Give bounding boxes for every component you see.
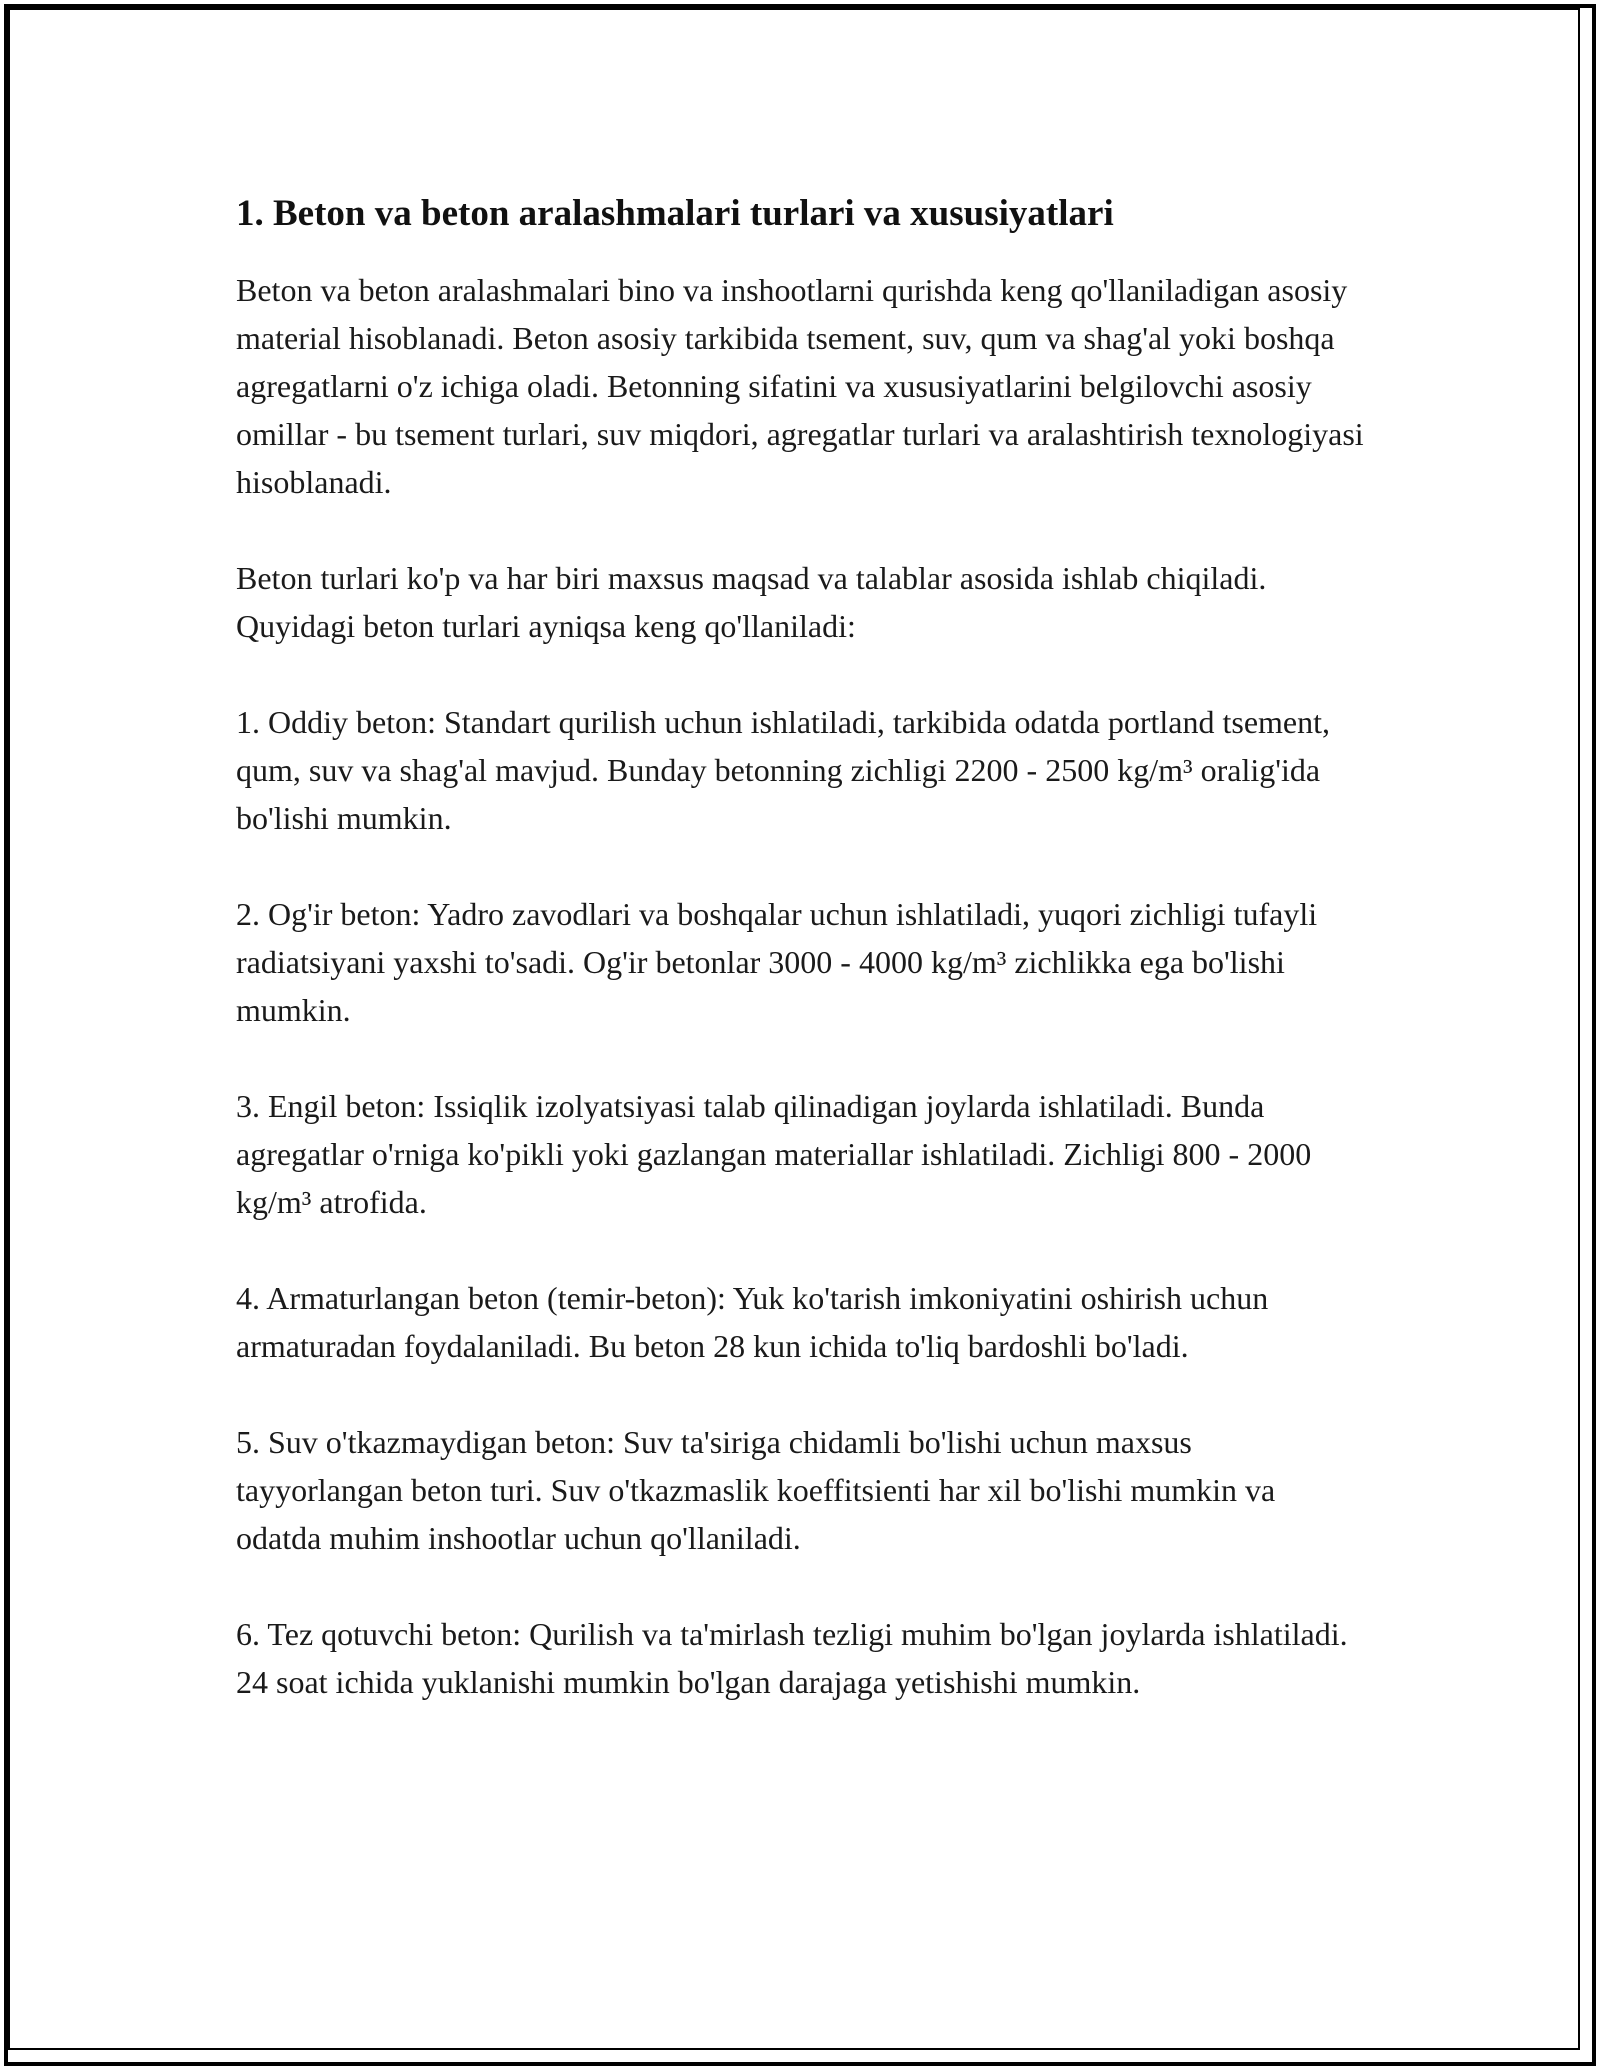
intro-paragraph: Beton va beton aralashmalari bino va inshootlarni qurishda keng qo'llaniladigan asosiy material hisoblanadi. Beton asosiy tarkibida tsement, suv, qum va shag'al yoki boshqa agregatlarni o'z ichiga oladi. Betonning sifatini va xususiyatlarini belgilovchi asosiy omillar - bu tsement turlari, suv miqdori, agregatlar turlari va aralashtirish texnologiyasi hisoblanadi. — [236, 272, 1364, 500]
document-body — [236, 188, 1366, 1754]
list-item-reinforced-concrete: 4. Armaturlangan beton (temir-beton): Yuk ko'tarish imkoniyatini oshirish uchun armaturadan foydalaniladi. Bu beton 28 kun ichida to'liq bardoshli bo'ladi. — [236, 1280, 1269, 1364]
section-title: 1. Beton va beton aralashmalari turlari va xususiyatlari — [236, 193, 1114, 234]
list-item-waterproof-concrete: 5. Suv o'tkazmaydigan beton: Suv ta'siriga chidamli bo'lishi uchun maxsus tayyorlangan beton turi. Suv o'tkazmaslik koeffitsienti har xil bo'lishi mumkin va odatda muhim inshootlar uchun qo'llaniladi. — [236, 1424, 1276, 1556]
list-item-light-concrete: 3. Engil beton: Issiqlik izolyatsiyasi talab qilinadigan joylarda ishlatiladi. Bunda agregatlar o'rniga ko'pikli yoki gazlangan materiallar ishlatiladi. Zichligi 800 - 2000 kg/m³ atrofida. — [236, 1088, 1312, 1220]
list-item-heavy-concrete: 2. Og'ir beton: Yadro zavodlari va boshqalar uchun ishlatiladi, yuqori zichligi tufayli radiatsiyani yaxshi to'sadi. Og'ir betonlar 3000 - 4000 kg/m³ zichlikka ega bo'lishi mumkin. — [236, 896, 1318, 1028]
list-item-ordinary-concrete: 1. Oddiy beton: Standart qurilish uchun ishlatiladi, tarkibida odatda portland tsement, qum, suv va shag'al mavjud. Bunday betonning zichligi 2200 - 2500 kg/m³ oralig'ida bo'lishi mumkin. — [236, 704, 1331, 836]
list-item-fast-setting-concrete: 6. Tez qotuvchi beton: Qurilish va ta'mirlash tezligi muhim bo'lgan joylarda ishlatiladi. 24 soat ichida yuklanishi mumkin bo'lgan darajaga yetishishi mumkin. — [236, 1616, 1348, 1700]
types-intro-paragraph: Beton turlari ko'p va har biri maxsus maqsad va talablar asosida ishlab chiqiladi. Quyidagi beton turlari ayniqsa keng qo'llaniladi: — [236, 560, 1267, 644]
